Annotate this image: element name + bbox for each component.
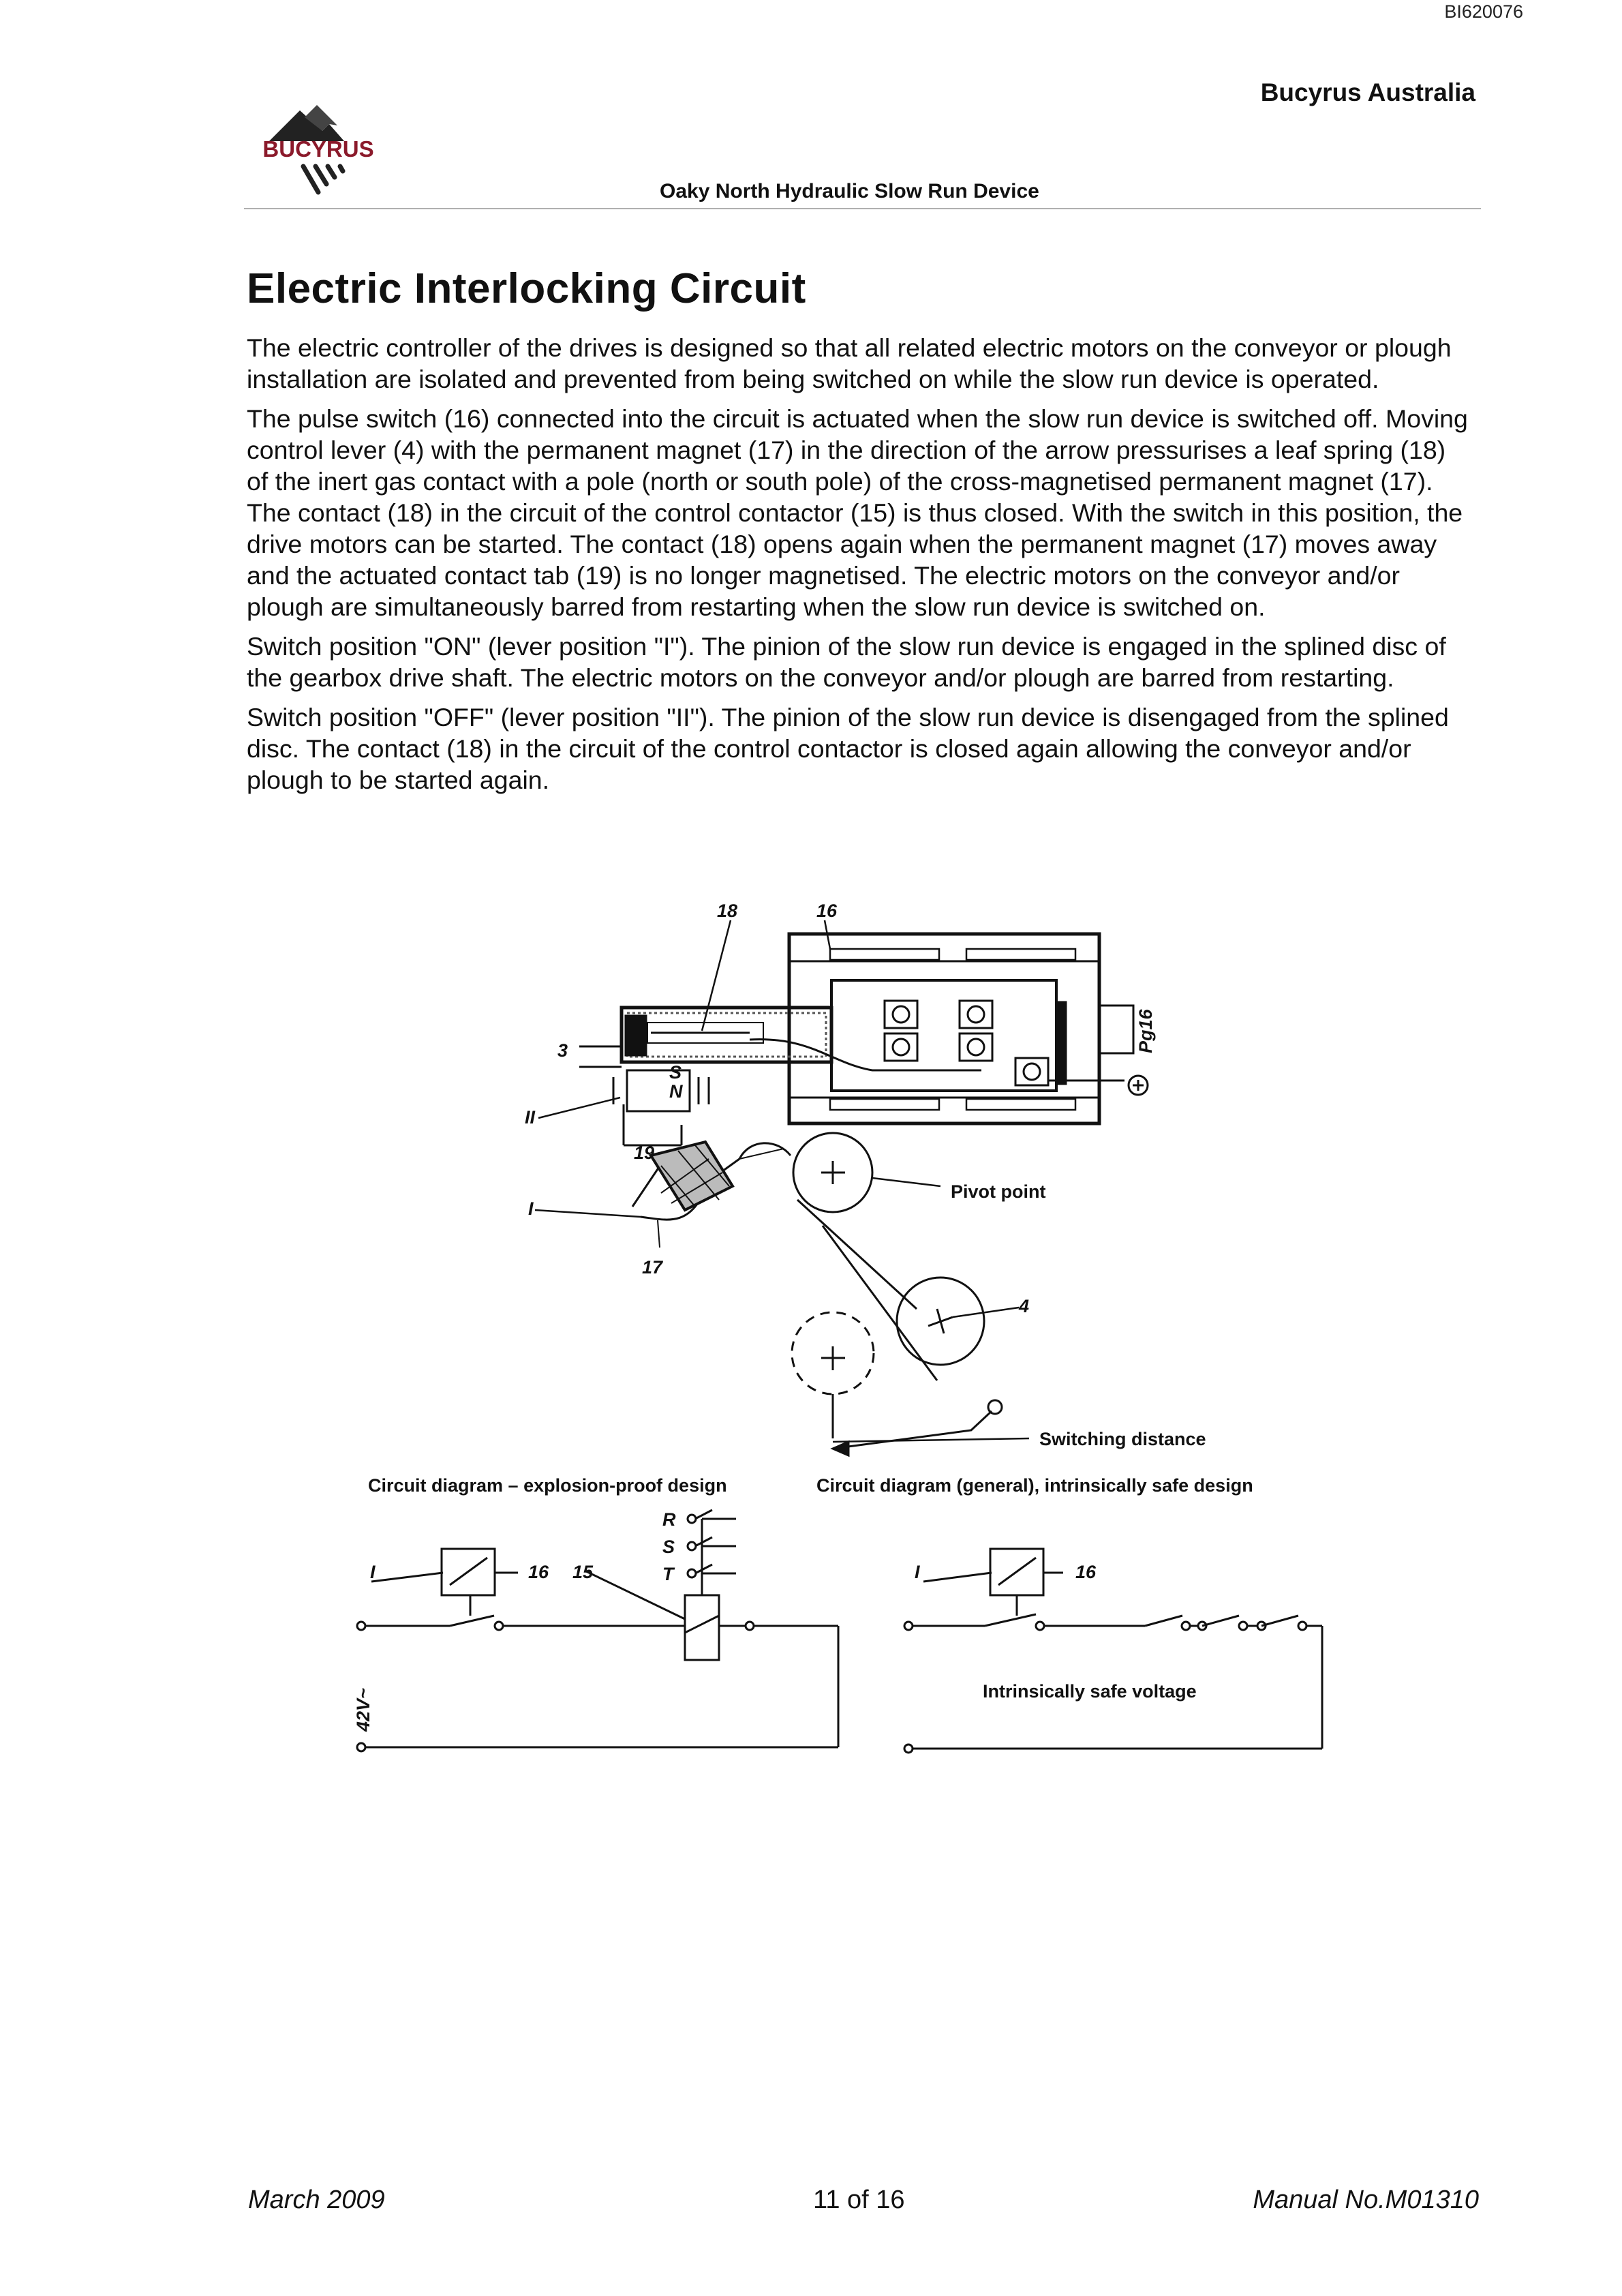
footer-date: March 2009 xyxy=(248,2186,385,2214)
label-s-pole: S xyxy=(669,1062,682,1083)
label-lever-pos-1: I xyxy=(528,1198,534,1219)
paragraph: Switch position "OFF" (lever position "II"). The pinion of the slow run device is disengaged from the splined disc. The contact (18) in the circuit of the control contactor is closed again allowing the conveyor and/or plough to be started again. xyxy=(247,703,1449,794)
circuit-right-label-16: 16 xyxy=(1075,1562,1097,1582)
circuit-explosion-proof xyxy=(357,1510,838,1751)
circuit-right-label-i: I xyxy=(915,1562,920,1582)
circuit-caption-explosion-proof: Circuit diagram – explosion-proof design xyxy=(368,1475,727,1496)
label-pg16: Pg16 xyxy=(1135,1009,1156,1053)
logo-text: BUCYRUS xyxy=(262,136,374,162)
switching-distance-label: Switching distance xyxy=(1039,1429,1206,1449)
interlock-figure xyxy=(341,900,1390,1772)
header-divider xyxy=(244,208,1481,209)
label-lever-pos-2: II xyxy=(525,1107,536,1128)
circuit-left-voltage: 42V~ xyxy=(353,1688,373,1732)
label-16: 16 xyxy=(816,901,838,921)
switch-housing xyxy=(789,934,1148,1123)
label-19: 19 xyxy=(634,1143,655,1163)
footer-page-number: 11 of 16 xyxy=(813,2186,905,2214)
intrinsically-safe-voltage-label: Intrinsically safe voltage xyxy=(983,1681,1197,1702)
pivot-point-label: Pivot point xyxy=(951,1181,1046,1202)
circuit-caption-intrinsically-safe: Circuit diagram (general), intrinsically safe design xyxy=(816,1475,1253,1496)
paragraph: Switch position "ON" (lever position "I"). The pinion of the slow run device is engaged in the splined disc of the gearbox drive shaft. The electric motors on the conveyor and/or plough are barred from restarting. xyxy=(247,632,1446,692)
circuit-left-label-16: 16 xyxy=(528,1562,549,1582)
document-id: BI620076 xyxy=(1444,1,1523,22)
permanent-magnet xyxy=(651,1142,733,1248)
label-18: 18 xyxy=(717,901,738,921)
document-subtitle: Oaky North Hydraulic Slow Run Device xyxy=(660,180,1039,202)
company-name: Bucyrus Australia xyxy=(1260,78,1475,106)
circuit-left-label-t: T xyxy=(662,1564,674,1584)
label-3: 3 xyxy=(557,1040,568,1061)
logo-stripes-icon xyxy=(303,166,343,192)
label-n-pole: N xyxy=(669,1081,683,1102)
page-title: Electric Interlocking Circuit xyxy=(247,265,806,312)
inert-gas-contact xyxy=(622,1008,981,1070)
paragraph: The electric controller of the drives is designed so that all related electric motors on the conveyor or plough installation are isolated and prevented from being switched on while the slow run device is operated. xyxy=(247,333,1452,393)
circuit-left-label-s: S xyxy=(662,1537,675,1557)
circuit-intrinsically-safe xyxy=(904,1549,1322,1753)
label-17: 17 xyxy=(642,1257,663,1278)
circuit-left-label-r: R xyxy=(662,1509,676,1530)
paragraph: The pulse switch (16) connected into the circuit is actuated when the slow run device is switched off. Moving control lever (4) with the permanent magnet (17) in the direction of the arrow pressurises a leaf spring (18) of the inert gas contact with a pole (north or south pole) of the cross-magnetised permanent magnet (17). The contact (18) in the circuit of the control contactor (15) is thus closed. With the switch in this position, the drive motors can be started. The contact (18) opens again when the permanent magnet (17) moves away and the actuated contact tab (19) is no longer magnetised. The electric motors on the conveyor and/or plough are simultaneously barred from restarting when the slow run device is switched on. xyxy=(247,404,1468,621)
footer-manual-number: Manual No.M01310 xyxy=(1253,2186,1479,2214)
bucyrus-logo xyxy=(242,104,395,203)
label-4: 4 xyxy=(1019,1296,1030,1316)
body-text xyxy=(247,332,1473,804)
circuit-left-label-i: I xyxy=(370,1562,376,1582)
circuit-left-label-15: 15 xyxy=(572,1562,594,1582)
